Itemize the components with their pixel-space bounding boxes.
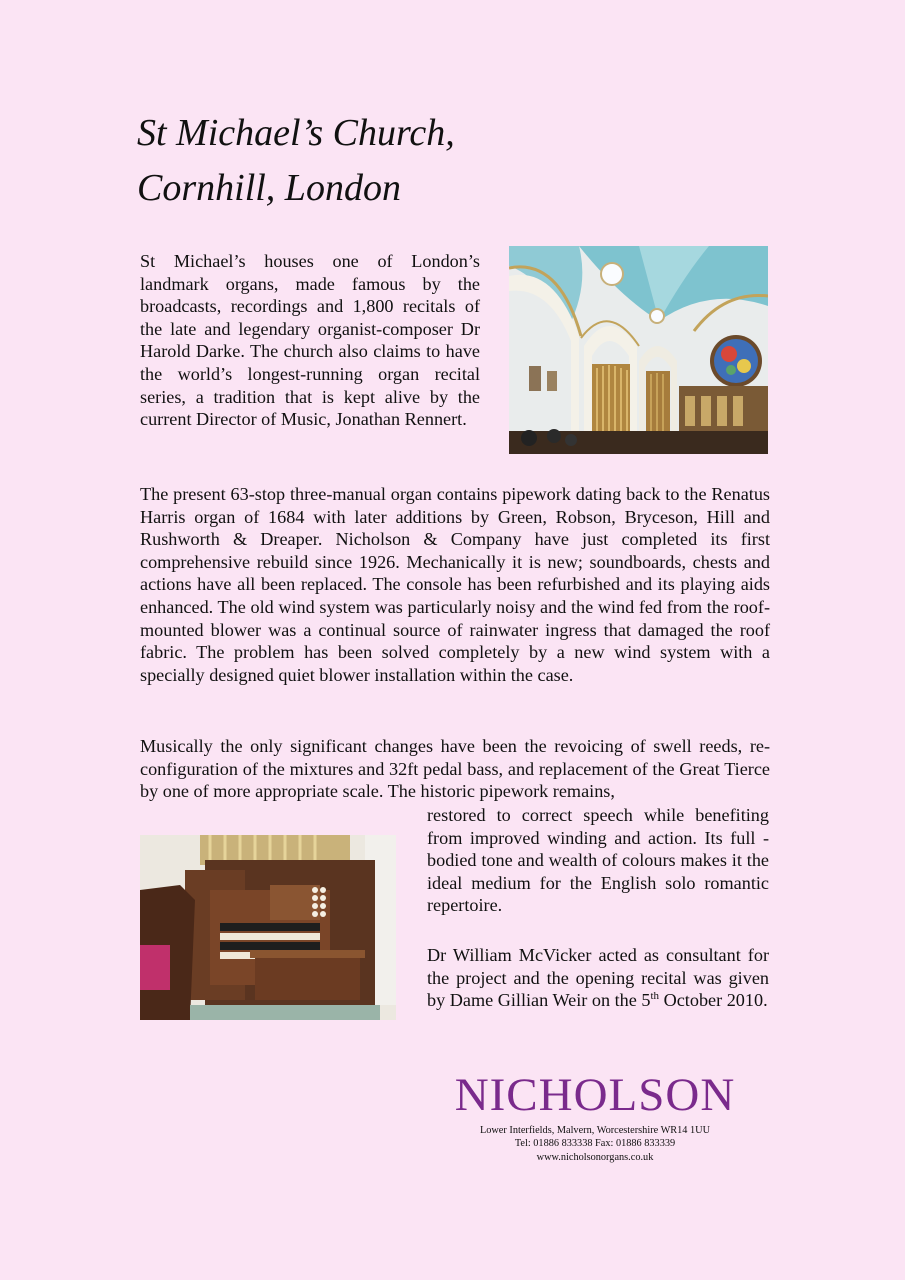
consultant-paragraph [427,944,769,1012]
consultant-text: Dr William McVicker acted as consultant for the project and the opening recital was given by Dame Gillian Weir on the 5 [427,945,769,1011]
ordinal-suffix: th [650,990,660,1003]
church-interior-photo [509,246,768,454]
consultant-date: October 2010. [659,990,768,1011]
page-title [137,106,455,216]
intro-paragraph: St Michael’s houses one of London’s landmark organs, made famous by the broadcasts, recordings and 1,800 recitals of the late and legendary organist-composer Dr Harold Darke. The church also claims to have the world’s longest-running organ recital series, a tradition that is kept alive by the current Director of Music, Jonathan Rennert. [140,251,480,430]
title-line-2: Cornhill, London [137,167,401,209]
title-line-1: St Michael’s Church, [137,112,455,154]
footer-phone: Tel: 01886 833338 Fax: 01886 833339 [514,1138,676,1149]
historic-pipework-paragraph: restored to correct speech while benefiting from improved winding and action. Its full -bodied tone and wealth of colours makes it the ideal medium for the English solo romantic repertoire. [427,805,769,916]
organ-console-photo [140,835,396,1020]
nicholson-logo: NICHOLSON [454,1069,736,1121]
footer-address: Lower Interfields, Malvern, Worcestershire WR14 1UU [479,1125,711,1136]
footer-website[interactable]: www.nicholsonorgans.co.uk [536,1152,654,1163]
musical-changes-paragraph: Musically the only significant changes have been the revoicing of swell reeds, re-configuration of the mixtures and 32ft pedal bass, and replacement of the Great Tierce by one of more appropriate scale. The historic pipework remains, [140,736,770,802]
organ-description-paragraph: The present 63-stop three-manual organ contains pipework dating back to the Renatus Harris organ of 1684 with later additions by Green, Robson, Bryceson, Hill and Rushworth & Dreaper. Nicholson & Company have just completed its first comprehensive rebuild since 1926. Mechanically it is new; soundboards, chests and actions have all been replaced. The console has been refurbished and its playing aids enhanced. The old wind system was particularly noisy and the wind fed from the roof-mounted blower was a continual source of rainwater ingress that damaged the roof fabric. The problem has been solved completely by a new wind system with a specially designed quiet blower installation within the case. [140,484,770,685]
